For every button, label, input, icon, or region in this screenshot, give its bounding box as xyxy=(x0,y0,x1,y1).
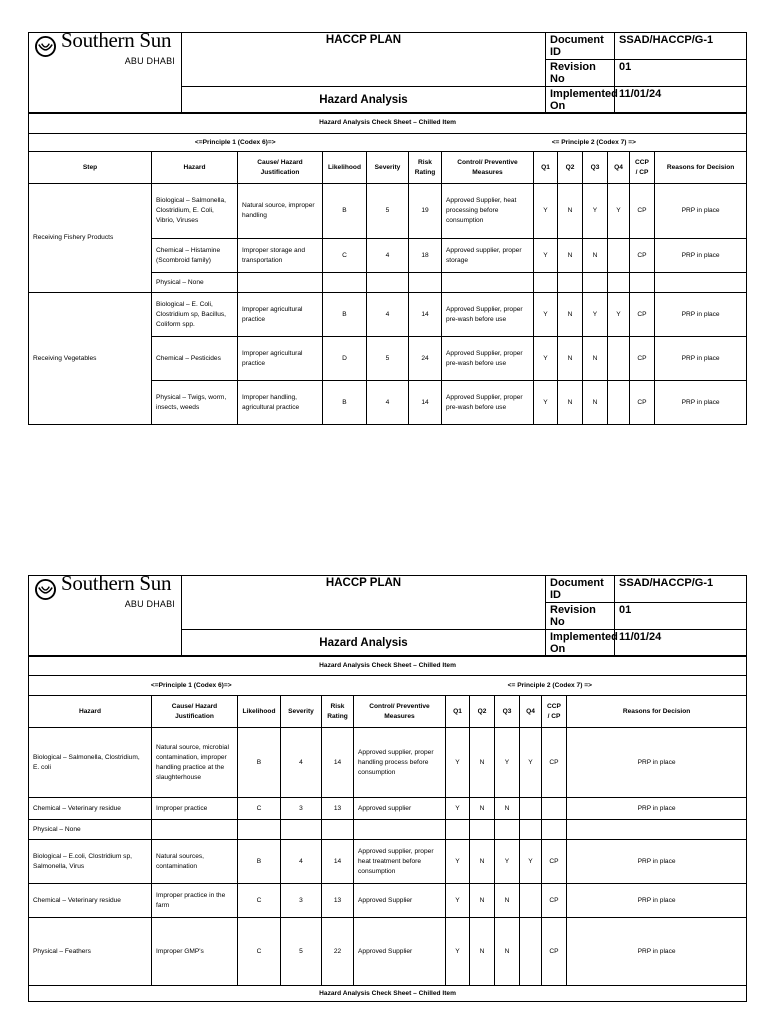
q2-cell: N xyxy=(558,184,583,239)
q4-cell: Y xyxy=(608,293,630,337)
doc-id-label: Document ID xyxy=(546,576,615,603)
severity-cell: 4 xyxy=(367,293,409,337)
q4-cell xyxy=(608,381,630,425)
table1-principle1: <=Principle 1 (Codex 6)=> xyxy=(29,134,442,152)
control-cell: Approved Supplier xyxy=(354,918,446,986)
q2-cell: N xyxy=(470,884,495,918)
ccp-cell: CP xyxy=(542,728,567,798)
reason-cell: PRP in place xyxy=(655,184,747,239)
risk-cell: 19 xyxy=(409,184,442,239)
revision-value: 01 xyxy=(615,603,747,630)
likelihood-cell: B xyxy=(323,293,367,337)
control-cell: Approved Supplier, proper pre-wash before use xyxy=(442,337,534,381)
cause-cell xyxy=(152,820,238,840)
q1-cell: Y xyxy=(446,884,470,918)
ccp-cell: CP xyxy=(542,918,567,986)
cause-cell: Natural sources, contamination xyxy=(152,840,238,884)
doc-id-value: SSAD/HACCP/G-1 xyxy=(615,576,747,603)
severity-cell xyxy=(281,820,322,840)
likelihood-cell: D xyxy=(323,337,367,381)
hazard-cell: Biological – E. Coli, Clostridium sp, Bacillus, Coliform spp. xyxy=(152,293,238,337)
ccp-cell: CP xyxy=(630,381,655,425)
cause-cell: Improper GMP's xyxy=(152,918,238,986)
implemented-value: 11/01/24 xyxy=(615,87,747,114)
hazard-cell: Chemical – Histamine (Scombroid family) xyxy=(152,239,238,273)
table-row xyxy=(29,918,747,986)
q1-cell: Y xyxy=(534,239,558,273)
severity-cell xyxy=(367,273,409,293)
hazard-cell: Chemical – Veterinary residue xyxy=(29,884,152,918)
col-ccp: CCP / CP xyxy=(542,696,567,728)
hazard-cell: Biological – Salmonella, Clostridium, E. coli xyxy=(29,728,152,798)
q4-cell xyxy=(520,820,542,840)
ccp-cell: CP xyxy=(542,840,567,884)
control-cell: Approved Supplier, proper pre-wash before use xyxy=(442,293,534,337)
table2-footer-title: Hazard Analysis Check Sheet – Chilled Item xyxy=(29,986,747,1002)
logo-cell xyxy=(29,28,182,114)
table-row xyxy=(29,820,747,840)
cause-cell: Natural source, improper handling xyxy=(238,184,323,239)
table2-title: Hazard Analysis Check Sheet – Chilled Item xyxy=(29,656,747,676)
reason-cell: PRP in place xyxy=(567,918,747,986)
col-cause: Cause/ Hazard Justification xyxy=(238,152,323,184)
reason-cell: PRP in place xyxy=(655,337,747,381)
col-reason: Reasons for Decision xyxy=(655,152,747,184)
col-q1: Q1 xyxy=(534,152,558,184)
q4-cell xyxy=(520,798,542,820)
ccp-cell xyxy=(630,273,655,293)
implemented-label: Implemented On xyxy=(546,87,615,114)
cause-cell: Improper storage and transportation xyxy=(238,239,323,273)
col-hazard: Hazard xyxy=(152,152,238,184)
hazard-cell: Physical – None xyxy=(29,820,152,840)
table2-principle2: <= Principle 2 (Codex 7) => xyxy=(354,676,747,696)
q3-cell: Y xyxy=(495,840,520,884)
q2-cell: N xyxy=(470,728,495,798)
col-q3: Q3 xyxy=(583,152,608,184)
table-row xyxy=(29,798,747,820)
implemented-label: Implemented On xyxy=(546,630,615,657)
revision-value: 01 xyxy=(615,60,747,87)
ccp-cell: CP xyxy=(630,184,655,239)
q1-cell: Y xyxy=(534,381,558,425)
q1-cell: Y xyxy=(534,337,558,381)
implemented-value: 11/01/24 xyxy=(615,630,747,657)
logo-sub: ABU DHABI xyxy=(124,56,175,66)
ccp-cell: CP xyxy=(542,884,567,918)
col-control: Control/ Preventive Measures xyxy=(354,696,446,728)
cause-cell: Improper practice xyxy=(152,798,238,820)
table-row xyxy=(29,884,747,918)
q1-cell: Y xyxy=(446,798,470,820)
ccp-cell: CP xyxy=(630,337,655,381)
q4-cell: Y xyxy=(520,840,542,884)
q2-cell xyxy=(558,273,583,293)
q2-cell xyxy=(470,820,495,840)
q3-cell: Y xyxy=(583,293,608,337)
risk-cell: 13 xyxy=(322,884,354,918)
cause-cell: Improper practice in the farm xyxy=(152,884,238,918)
col-hazard: Hazard xyxy=(29,696,152,728)
table2-principle1: <=Principle 1 (Codex 6)=> xyxy=(29,676,354,696)
col-likelihood: Likelihood xyxy=(238,696,281,728)
q2-cell: N xyxy=(558,337,583,381)
likelihood-cell: B xyxy=(323,184,367,239)
q3-cell: Y xyxy=(583,184,608,239)
likelihood-cell xyxy=(323,273,367,293)
reason-cell: PRP in place xyxy=(655,239,747,273)
q2-cell: N xyxy=(470,918,495,986)
table2-header-row xyxy=(29,696,747,728)
table1-principle2: <= Principle 2 (Codex 7) => xyxy=(442,134,747,152)
logo-name: Southern Sun xyxy=(61,571,172,595)
severity-cell: 3 xyxy=(281,884,322,918)
q3-cell: Y xyxy=(495,728,520,798)
col-risk: Risk Rating xyxy=(409,152,442,184)
reason-cell: PRP in place xyxy=(567,798,747,820)
risk-cell: 22 xyxy=(322,918,354,986)
subtitle: Hazard Analysis xyxy=(182,630,546,657)
col-q4: Q4 xyxy=(608,152,630,184)
risk-cell: 18 xyxy=(409,239,442,273)
revision-label: Revision No xyxy=(546,603,615,630)
q4-cell xyxy=(520,918,542,986)
reason-cell xyxy=(655,273,747,293)
q1-cell xyxy=(446,820,470,840)
q1-cell: Y xyxy=(446,728,470,798)
cause-cell: Improper handling, agricultural practice xyxy=(238,381,323,425)
col-likelihood: Likelihood xyxy=(323,152,367,184)
reason-cell xyxy=(567,820,747,840)
severity-cell: 4 xyxy=(367,239,409,273)
table-row xyxy=(29,184,747,239)
q4-cell xyxy=(608,239,630,273)
risk-cell: 14 xyxy=(409,381,442,425)
doc-id-value: SSAD/HACCP/G-1 xyxy=(615,33,747,60)
risk-cell: 24 xyxy=(409,337,442,381)
q2-cell: N xyxy=(558,293,583,337)
cause-cell xyxy=(238,273,323,293)
q4-cell: Y xyxy=(520,728,542,798)
q3-cell: N xyxy=(495,798,520,820)
hazard-table-2 xyxy=(28,655,747,1002)
cause-cell: Natural source, microbial contamination, improper handling practice at the slaughterhouse xyxy=(152,728,238,798)
hazard-cell: Chemical – Pesticides xyxy=(152,337,238,381)
q1-cell: Y xyxy=(534,184,558,239)
step-cell: Receiving Vegetables xyxy=(29,293,152,425)
table-row xyxy=(29,840,747,884)
q3-cell: N xyxy=(583,337,608,381)
col-severity: Severity xyxy=(367,152,409,184)
likelihood-cell: C xyxy=(238,918,281,986)
reason-cell: PRP in place xyxy=(655,293,747,337)
control-cell: Approved supplier, proper storage xyxy=(442,239,534,273)
q3-cell: N xyxy=(583,239,608,273)
hazard-table-1 xyxy=(28,112,747,425)
hazard-cell: Biological – Salmonella, Clostridium, E. Coli, Vibrio, Viruses xyxy=(152,184,238,239)
col-severity: Severity xyxy=(281,696,322,728)
severity-cell: 5 xyxy=(367,337,409,381)
risk-cell: 13 xyxy=(322,798,354,820)
logo-cell xyxy=(29,571,182,657)
control-cell: Approved Supplier, heat processing before consumption xyxy=(442,184,534,239)
likelihood-cell: C xyxy=(323,239,367,273)
q4-cell: Y xyxy=(608,184,630,239)
q1-cell: Y xyxy=(534,293,558,337)
col-control: Control/ Preventive Measures xyxy=(442,152,534,184)
likelihood-cell: B xyxy=(323,381,367,425)
ccp-cell: CP xyxy=(630,293,655,337)
hazard-cell: Physical – None xyxy=(152,273,238,293)
table-row xyxy=(29,728,747,798)
page1-header xyxy=(28,28,747,114)
plan-title: HACCP PLAN xyxy=(182,576,546,630)
severity-cell: 5 xyxy=(367,184,409,239)
revision-label: Revision No xyxy=(546,60,615,87)
severity-cell: 3 xyxy=(281,798,322,820)
severity-cell: 4 xyxy=(281,840,322,884)
southern-sun-logo-icon xyxy=(34,36,57,57)
severity-cell: 4 xyxy=(281,728,322,798)
hazard-cell: Chemical – Veterinary residue xyxy=(29,798,152,820)
severity-cell: 5 xyxy=(281,918,322,986)
page2-header xyxy=(28,571,747,657)
risk-cell: 14 xyxy=(322,728,354,798)
reason-cell: PRP in place xyxy=(567,728,747,798)
col-q1: Q1 xyxy=(446,696,470,728)
control-cell: Approved supplier, proper heat treatment before consumption xyxy=(354,840,446,884)
col-q3: Q3 xyxy=(495,696,520,728)
q4-cell xyxy=(608,337,630,381)
cause-cell: Improper agricultural practice xyxy=(238,337,323,381)
control-cell: Approved supplier, proper handling process before consumption xyxy=(354,728,446,798)
doc-id-label: Document ID xyxy=(546,33,615,60)
col-ccp: CCP / CP xyxy=(630,152,655,184)
reason-cell: PRP in place xyxy=(655,381,747,425)
southern-sun-logo-icon xyxy=(34,579,57,600)
q2-cell: N xyxy=(558,239,583,273)
hazard-cell: Physical – Twigs, worm, insects, weeds xyxy=(152,381,238,425)
ccp-cell xyxy=(542,820,567,840)
q2-cell: N xyxy=(558,381,583,425)
col-q2: Q2 xyxy=(558,152,583,184)
col-step: Step xyxy=(29,152,152,184)
risk-cell: 14 xyxy=(409,293,442,337)
hazard-cell: Physical – Feathers xyxy=(29,918,152,986)
likelihood-cell: C xyxy=(238,884,281,918)
col-q4: Q4 xyxy=(520,696,542,728)
likelihood-cell: C xyxy=(238,798,281,820)
severity-cell: 4 xyxy=(367,381,409,425)
table1-title: Hazard Analysis Check Sheet – Chilled Item xyxy=(29,113,747,134)
risk-cell xyxy=(409,273,442,293)
subtitle: Hazard Analysis xyxy=(182,87,546,114)
reason-cell: PRP in place xyxy=(567,884,747,918)
q2-cell: N xyxy=(470,798,495,820)
likelihood-cell xyxy=(238,820,281,840)
q2-cell: N xyxy=(470,840,495,884)
logo-name: Southern Sun xyxy=(61,28,172,52)
risk-cell xyxy=(322,820,354,840)
q3-cell: N xyxy=(495,918,520,986)
q1-cell: Y xyxy=(446,918,470,986)
risk-cell: 14 xyxy=(322,840,354,884)
cause-cell: Improper agricultural practice xyxy=(238,293,323,337)
q4-cell xyxy=(608,273,630,293)
table-row xyxy=(29,293,747,337)
control-cell xyxy=(442,273,534,293)
hazard-cell: Biological – E.coli, Clostridium sp, Salmonella, Virus xyxy=(29,840,152,884)
col-risk: Risk Rating xyxy=(322,696,354,728)
q3-cell xyxy=(495,820,520,840)
q3-cell xyxy=(583,273,608,293)
control-cell: Approved supplier xyxy=(354,798,446,820)
q4-cell xyxy=(520,884,542,918)
col-cause: Cause/ Hazard Justification xyxy=(152,696,238,728)
ccp-cell xyxy=(542,798,567,820)
col-reason: Reasons for Decision xyxy=(567,696,747,728)
q3-cell: N xyxy=(495,884,520,918)
control-cell: Approved Supplier xyxy=(354,884,446,918)
q1-cell: Y xyxy=(446,840,470,884)
logo-sub: ABU DHABI xyxy=(124,599,175,609)
ccp-cell: CP xyxy=(630,239,655,273)
q1-cell xyxy=(534,273,558,293)
plan-title: HACCP PLAN xyxy=(182,33,546,87)
likelihood-cell: B xyxy=(238,840,281,884)
control-cell xyxy=(354,820,446,840)
control-cell: Approved Supplier, proper pre-wash before use xyxy=(442,381,534,425)
table1-header-row xyxy=(29,152,747,184)
col-q2: Q2 xyxy=(470,696,495,728)
reason-cell: PRP in place xyxy=(567,840,747,884)
likelihood-cell: B xyxy=(238,728,281,798)
step-cell: Receiving Fishery Products xyxy=(29,184,152,293)
q3-cell: N xyxy=(583,381,608,425)
